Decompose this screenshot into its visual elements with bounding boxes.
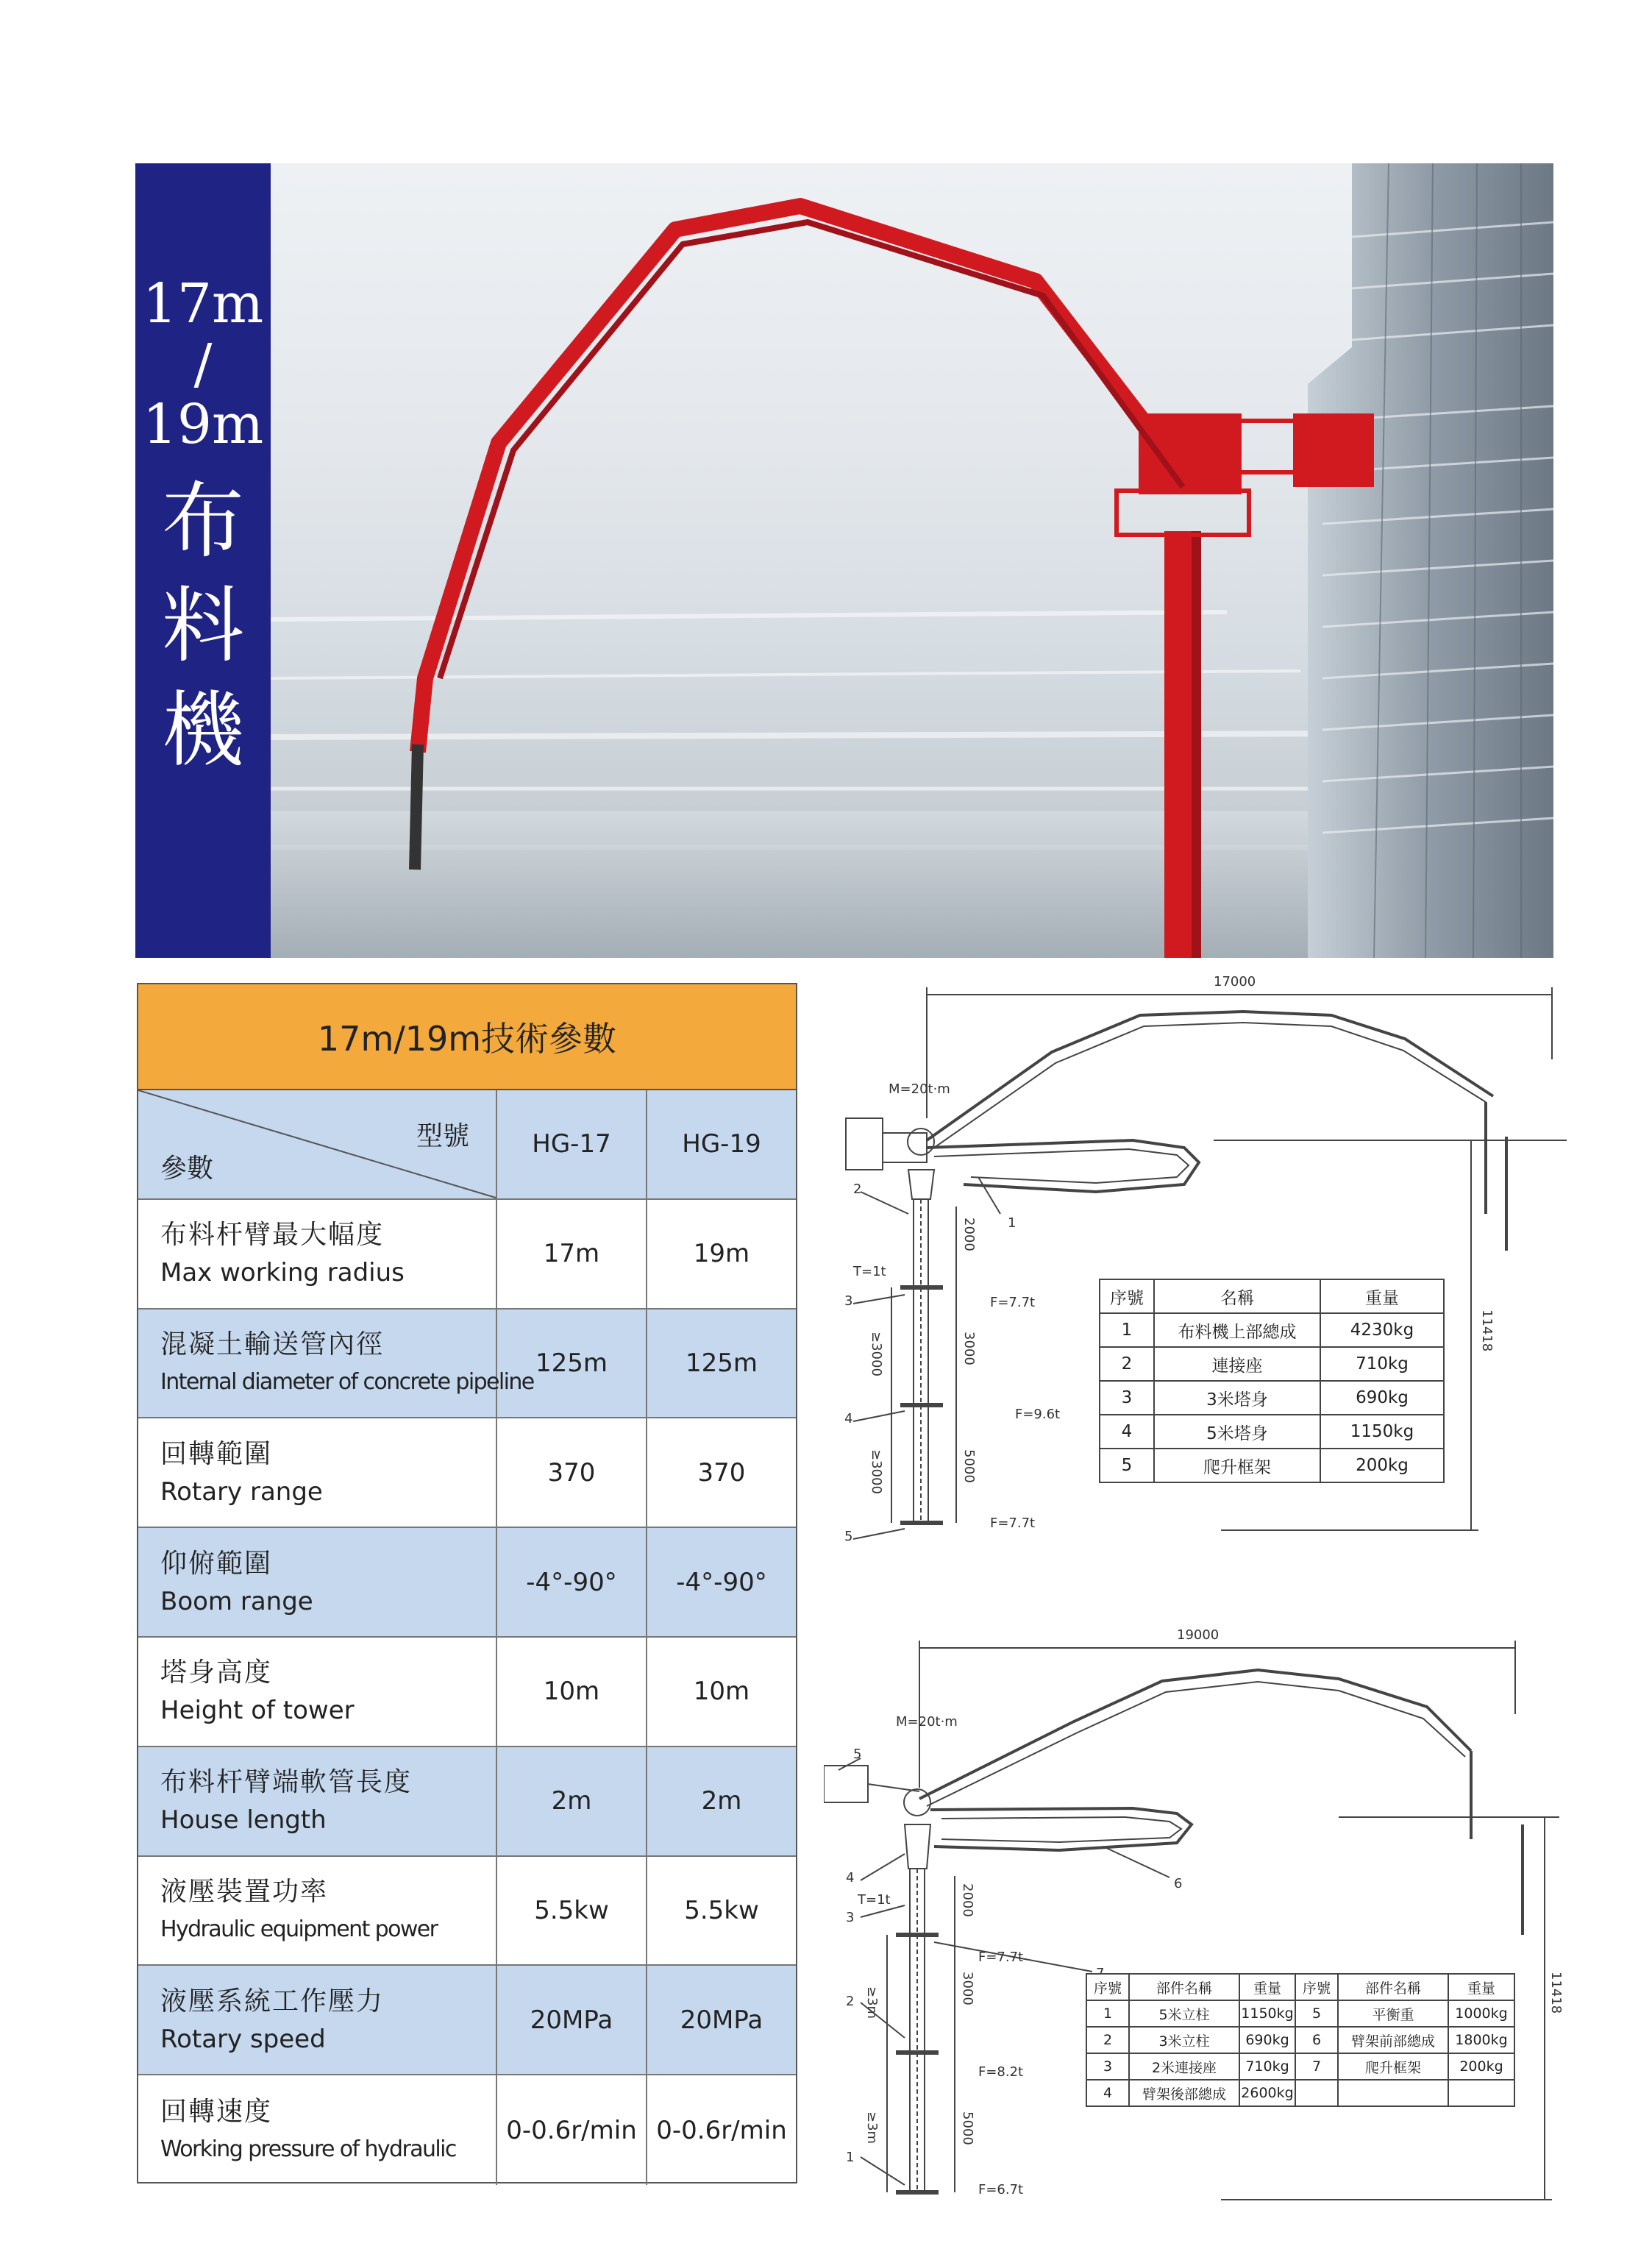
callout-4: 4 [844,1411,853,1426]
value-hg19: 20MPa [680,2005,763,2035]
param-en: Rotary speed [160,2024,326,2054]
param-en: Rotary range [160,1477,323,1507]
part-no: 5 [1295,2000,1338,2027]
spec-row [138,1747,796,1857]
spec-row [138,1857,796,1966]
part-name: 3米塔身 [1154,1381,1320,1415]
col-header: 部件名稱 [1129,1974,1239,2000]
product-photo [271,163,1553,958]
param-en: Max working radius [160,1258,405,1288]
param-zh: 仰俯範圍 [160,1548,273,1579]
dim-2000: 2000 [961,1218,977,1251]
param-zh: 塔身高度 [160,1657,273,1688]
value-hg17: 370 [497,1418,647,1527]
value-hg19: 2m [701,1786,742,1816]
callout-5: 5 [853,1746,862,1762]
label-force-3: F=7.7t [990,1515,1036,1531]
label-torque: T=1t [853,1264,886,1279]
spec-row [138,1638,796,1747]
part-no: 2 [1100,1347,1154,1381]
callout-1: 1 [846,2150,855,2165]
callout-2: 2 [846,1994,855,2009]
label-force-3: F=6.7t [978,2182,1024,2197]
param-zh: 混凝土輸送管內徑 [160,1329,385,1360]
callout-1: 1 [1008,1215,1017,1231]
parts-table-19m [1086,1973,1515,2107]
callout-6: 6 [1174,1876,1183,1891]
param-zh: 液壓裝置功率 [160,1876,329,1907]
part-name: 5米塔身 [1154,1415,1320,1449]
part-weight: 690kg [1239,2027,1295,2053]
value-hg17: 20MPa [497,1966,647,2074]
dim-5000: 5000 [961,1449,977,1483]
dim-3000: 3000 [960,1972,975,2005]
label-force-1: F=7.7t [990,1295,1036,1310]
param-en: Internal diameter of concrete pipeline [160,1368,534,1395]
value-hg17: 10m [497,1638,647,1746]
dim-2000: 2000 [960,1883,975,1917]
value-hg17: 2m [497,1747,647,1855]
title-17m: 17m [142,272,264,335]
part-name: 連接座 [1154,1347,1320,1381]
part-name: 布料機上部總成 [1154,1313,1320,1347]
part-name: 2米連接座 [1129,2053,1239,2080]
spec-row [138,2075,796,2185]
model-hg19: HG-19 [682,1129,761,1159]
param-zh: 液壓系統工作壓力 [160,1986,385,2016]
spec-header-param-cell [138,1090,497,1198]
part-weight [1448,2080,1514,2106]
callout-2: 2 [853,1181,862,1197]
spec-table [137,983,797,2183]
part-no: 4 [1086,2080,1129,2106]
col-header: 序號 [1100,1279,1154,1313]
param-zh: 回轉範圍 [160,1438,273,1469]
param-zh: 布料杆臂端軟管長度 [160,1767,413,1798]
param-en: House length [160,1805,327,1836]
value-hg17: 0-0.6r/min [497,2075,647,2185]
drawing-19m [824,1626,1567,2214]
part-weight: 200kg [1448,2053,1514,2080]
part-no: 7 [1295,2053,1338,2080]
dim-ge-3m-b: ≥3m [864,2111,880,2144]
spec-header-row [138,1090,796,1200]
value-hg19: 19m [693,1239,750,1269]
placing-boom-illustration [271,163,1553,958]
part-no: 3 [1100,1381,1154,1415]
label-moment: M=20t·m [896,1714,958,1730]
title-zh-3: 機 [162,683,244,778]
part-weight: 710kg [1320,1347,1444,1381]
col-header: 序號 [1295,1974,1338,2000]
param-en: Working pressure of hydraulic [160,2136,456,2162]
part-weight: 1000kg [1448,2000,1514,2027]
part-no: 3 [1086,2053,1129,2080]
part-no [1295,2080,1338,2106]
part-no: 4 [1100,1415,1154,1449]
title-19m: 19m [142,393,264,456]
spec-table-title: 17m/19m技術參數 [138,984,796,1090]
dim-width-19000: 19000 [1177,1627,1220,1643]
dim-width-17000: 17000 [1214,974,1256,989]
title-slash: / [193,333,213,396]
dim-height-11418: 11418 [1479,1310,1495,1352]
param-en: Hydraulic equipment power [160,1916,438,1942]
part-weight: 4230kg [1320,1313,1444,1347]
model-label: 型號 [416,1121,469,1151]
value-hg19: 125m [685,1348,758,1378]
dim-ge-3000-b: ≥3000 [869,1449,884,1494]
model-hg17: HG-17 [497,1090,647,1198]
part-weight: 1800kg [1448,2027,1514,2053]
label-force-2: F=9.6t [1015,1407,1061,1422]
param-label: 參數 [160,1153,214,1184]
callout-4: 4 [846,1870,855,1886]
value-hg17: 125m [497,1310,647,1418]
part-weight: 2600kg [1239,2080,1295,2106]
part-name: 爬升框架 [1154,1449,1320,1482]
value-hg17: 17m [497,1200,647,1308]
part-name: 爬升框架 [1338,2053,1448,2080]
part-weight: 690kg [1320,1381,1444,1415]
param-en: Height of tower [160,1696,355,1726]
spec-row [138,1966,796,2075]
part-name [1338,2080,1448,2106]
part-no: 6 [1295,2027,1338,2053]
callout-3: 3 [844,1293,853,1309]
dim-ge-3000-a: ≥3000 [869,1332,884,1376]
part-no: 5 [1100,1449,1154,1482]
title-zh-1: 布 [162,474,244,569]
part-no: 1 [1100,1313,1154,1347]
dim-3000: 3000 [961,1332,977,1365]
value-hg19: 10m [693,1677,750,1707]
param-zh: 布料杆臂最大幅度 [160,1220,385,1251]
part-weight: 200kg [1320,1449,1444,1482]
value-hg17: -4°-90° [497,1528,647,1636]
callout-5: 5 [844,1529,853,1544]
col-header: 重量 [1320,1279,1444,1313]
part-name: 平衡重 [1338,2000,1448,2027]
col-header: 序號 [1086,1974,1129,2000]
part-name: 臂架後部總成 [1129,2080,1239,2106]
spec-row [138,1528,796,1638]
value-hg19: -4°-90° [676,1567,767,1597]
product-title-banner [135,163,271,958]
value-hg17: 5.5kw [497,1857,647,1965]
label-moment: M=20t·m [889,1081,950,1097]
title-zh-2: 料 [162,578,244,674]
part-name: 5米立柱 [1129,2000,1239,2027]
part-no: 1 [1086,2000,1129,2027]
spec-row [138,1418,796,1528]
col-header: 重量 [1239,1974,1295,2000]
dim-5000: 5000 [960,2111,975,2145]
dim-ge-3m-a: ≥3m [864,1986,880,2019]
spec-row [138,1200,796,1310]
param-en: Boom range [160,1586,313,1616]
param-zh: 回轉速度 [160,2096,273,2127]
drawing-17m [831,971,1567,1552]
value-hg19: 5.5kw [684,1895,759,1925]
value-hg19: 370 [697,1457,746,1488]
part-name: 3米立柱 [1129,2027,1239,2053]
label-force-1: F=7.7t [978,1950,1024,1965]
value-hg19: 0-0.6r/min [656,2115,787,2145]
col-header: 重量 [1448,1974,1514,2000]
col-header: 名稱 [1154,1279,1320,1313]
part-weight: 710kg [1239,2053,1295,2080]
spec-row [138,1310,796,1419]
label-torque: T=1t [858,1892,891,1908]
part-no: 2 [1086,2027,1129,2053]
part-weight: 1150kg [1320,1415,1444,1449]
col-header: 部件名稱 [1338,1974,1448,2000]
parts-table-17m [1099,1279,1445,1483]
part-name: 臂架前部總成 [1338,2027,1448,2053]
part-weight: 1150kg [1239,2000,1295,2027]
dim-height-11418: 11418 [1548,1972,1564,2014]
label-force-2: F=8.2t [978,2064,1024,2080]
callout-3: 3 [846,1910,855,1925]
